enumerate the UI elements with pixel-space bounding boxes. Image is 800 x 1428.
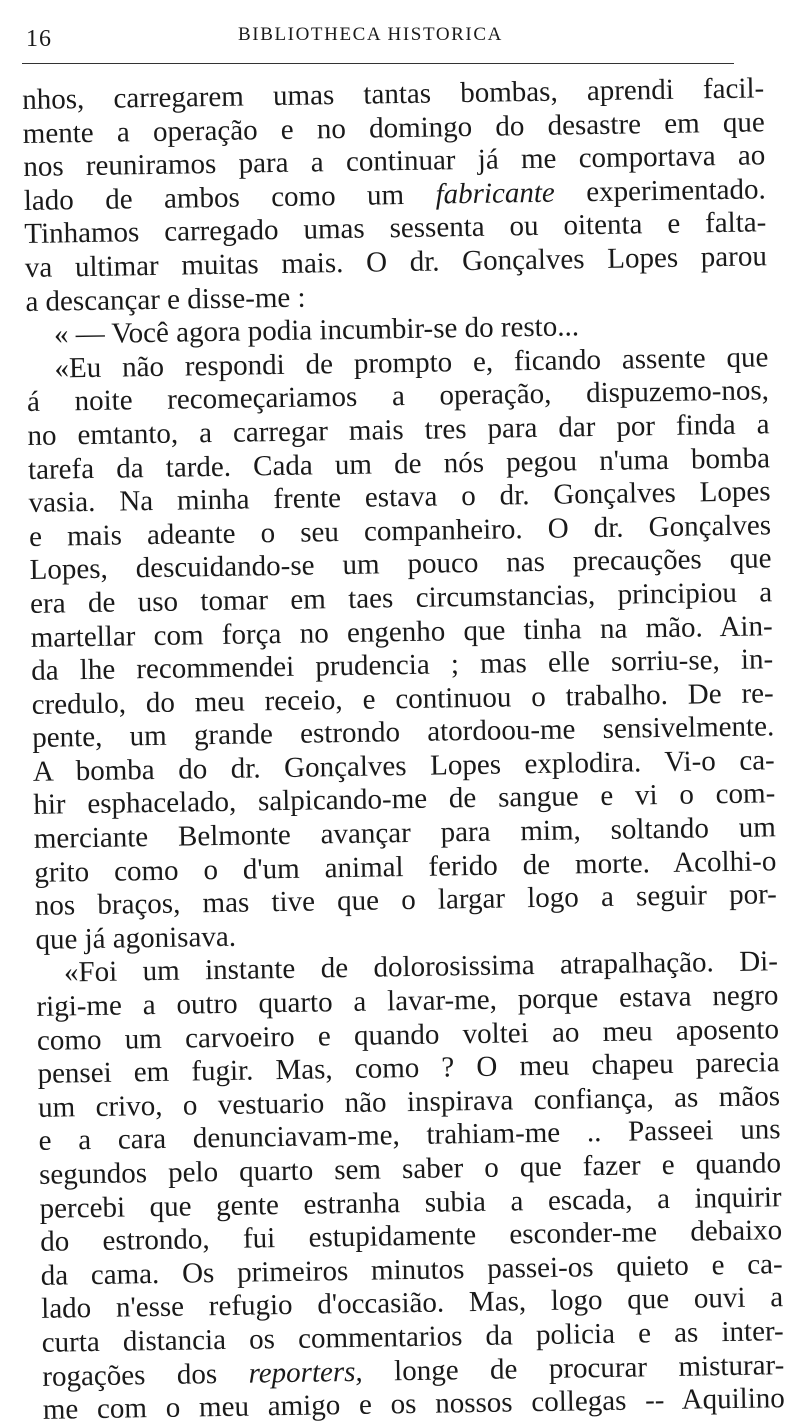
text-line: martellar com força no engenho que tinha na mão. Ain-: [30, 609, 773, 654]
italic-word: fabricante: [435, 176, 555, 211]
page-number: 16: [26, 26, 52, 52]
text-line: grito como o d'um animal ferido de morte. Acolhi-o: [34, 844, 777, 889]
text-line: era de uso tomar em taes circumstancias, principiou a: [29, 576, 773, 620]
text-line: percebi que gente estranha subia a escada, a inquirir: [39, 1180, 782, 1225]
text-segment: lado de ambos como um: [23, 178, 436, 217]
text-segment: rogações dos: [42, 1357, 249, 1393]
body-text: [22, 72, 785, 1427]
running-head: BIBLIOTHECA HISTORICA: [238, 24, 503, 45]
text-line: merciante Belmonte avançar para mim, soltando um: [33, 811, 777, 855]
text-line: « — Você agora podia incumbir-se do resto...: [53, 310, 580, 351]
text-line: vasia. Na minha frente estava o dr. Gonçalves Lopes: [28, 475, 771, 520]
text-segment: experimentado.: [554, 173, 766, 209]
text-line: rigi-me a outro quarto a lavar-me, porque estava negro: [36, 979, 779, 1023]
text-line: pensei em fugir. Mas, como ? O meu chapeu parecia: [37, 1046, 780, 1091]
text-line: lado n'esse refugio d'occasião. Mas, logo que ouvi a: [40, 1281, 784, 1326]
text-line: credulo, do meu receio, e continuou o trabalho. De re-: [31, 676, 774, 721]
text-line: pente, um grande estrondo atordoou-me sensivelmente.: [32, 710, 775, 755]
text-line: tarefa da tarde. Cada um de nós pegou n'uma bomba: [27, 441, 771, 486]
text-line: e a cara denunciavam-me, trahiam-me .. Passeei uns: [38, 1113, 781, 1158]
text-line: nhos, carregarem umas tantas bombas, aprendi facil-: [22, 72, 765, 116]
text-line: que já agonisava.: [35, 920, 237, 956]
text-line: um crivo, o vestuario não inspirava confiança, as mãos: [37, 1080, 781, 1124]
header-rule: [22, 63, 734, 64]
text-segment: longe de procurar misturar-: [362, 1348, 785, 1388]
text-line: me com o meu amigo e os nossos collegas -- Aquilino: [42, 1382, 785, 1426]
text-line: no emtanto, a carregar mais tres para dar por finda a: [27, 408, 770, 452]
italic-word: reporters,: [248, 1355, 363, 1390]
text-line: do estrondo, fui estupidamente esconder-me debaixo: [39, 1214, 783, 1259]
text-line: Tinhamos carregado umas sessenta ou oitenta e falta-: [24, 206, 767, 251]
text-line: hir esphacelado, salpicando-me de sangue e vi o com-: [33, 777, 776, 822]
text-line: va ultimar muitas mais. O dr. Gonçalves Lopes parou: [24, 240, 768, 284]
text-line: A bomba do dr. Gonçalves Lopes explodira. Vi-o ca-: [32, 744, 775, 788]
text-line: nos braços, mas tive que o largar logo a seguir por-: [34, 878, 778, 923]
text-line: a descançar e disse-me :: [25, 281, 306, 318]
text-line: «Foi um instante de dolorosissima atrapalhação. Di-: [63, 945, 779, 989]
text-line: da cama. Os primeiros minutos passei-os quieto e ca-: [40, 1247, 783, 1292]
text-line: segundos pelo quarto sem saber o que fazer e quando: [38, 1147, 782, 1191]
text-line: nos reuniramos para a continuar já me comportava ao: [23, 139, 766, 184]
text-line: á noite recomeçariamos a operação, dispuzemo-nos,: [26, 374, 770, 419]
text-line: mente a operação e no domingo do desastre em que: [22, 105, 765, 150]
text-line: curta distancia os commentarios da policia e as inter-: [41, 1315, 784, 1359]
page-header: [22, 18, 734, 54]
text-line: como um carvoeiro e quando voltei ao meu aposento: [36, 1012, 780, 1057]
text-line: e mais adeante o seu companheiro. O dr. Gonçalves: [28, 509, 772, 553]
text-line: da lhe recommendei prudencia ; mas elle sorriu-se, in-: [30, 643, 774, 688]
text-line: «Eu não respondi de prompto e, ficando assente que: [54, 341, 769, 385]
text-line: Lopes, descuidando-se um pouco nas precauções que: [29, 542, 772, 587]
